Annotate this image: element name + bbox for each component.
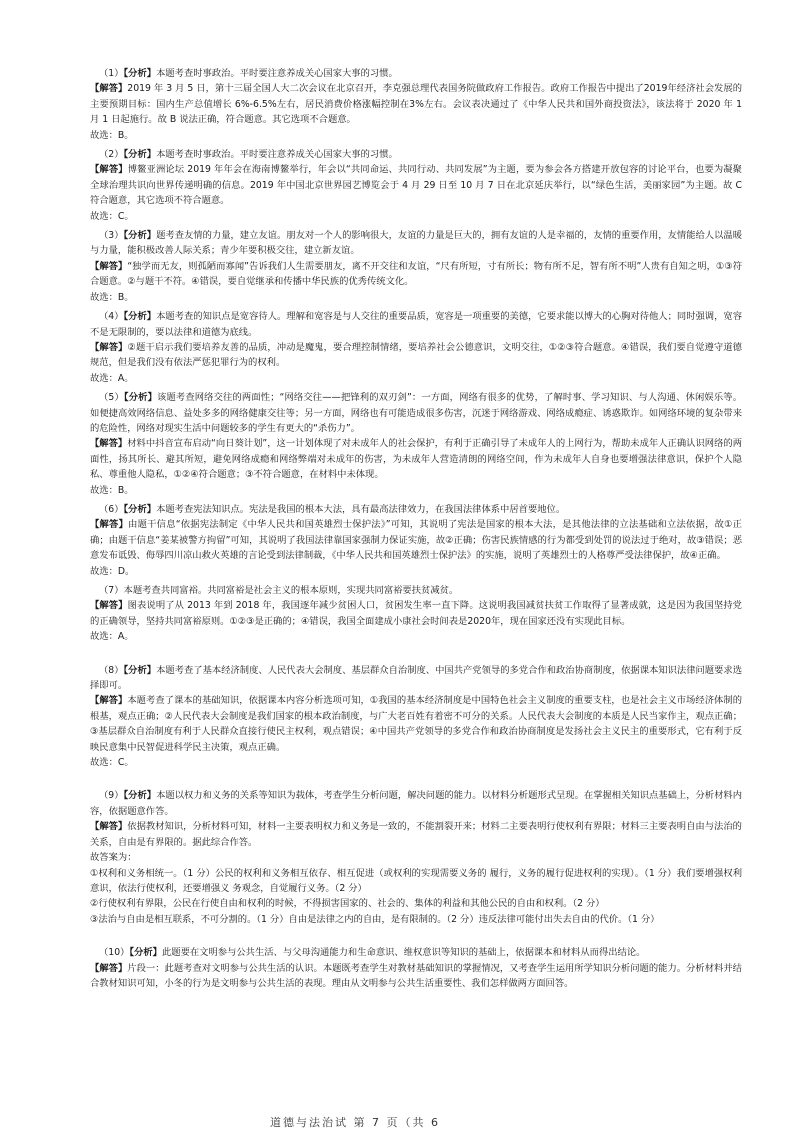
- paragraph-text: “独学而无友，则孤陋而寡闻”告诉我们人生需要朋友，离不开交往和友谊，“尺有所短，寸有所长；物有所不足，智有所不明”人贵有自知之明，①③符合题意。②与题干不符。④错误，要自觉继承和传播中华民族的优秀传统文化。: [90, 260, 742, 288]
- section-tag: 【解答】: [90, 695, 128, 707]
- answer-paragraph: [90, 961, 742, 992]
- paragraph-text: ②行使权利有界限，公民在行使自由和权利的时候，不得损害国家的、社会的、集体的利益和其他公民的自由和权利。（2 分）: [90, 898, 605, 910]
- answer-paragraph: [90, 912, 742, 927]
- paragraph-text: 本题考查时事政治。平时要注意养成关心国家大事的习惯。: [156, 149, 398, 161]
- answer-paragraph: [90, 81, 742, 127]
- section-tag: 【分析】: [123, 311, 157, 323]
- paragraph-text: ②题干启示我们要培养友善的品质，冲动是魔鬼，要合理控制情绪，要培养社会公德意识，文明交往，①②③符合题意。④错误，我们要自觉遵守道德规范，但是我们没有依法严惩犯罪行为的权利。: [90, 341, 742, 369]
- question-number: （7）: [99, 585, 124, 596]
- section-tag: 【解答】: [90, 519, 129, 531]
- paragraph-text: 此题要在文明参与公共生活、与父母沟通能力和生命意识、维权意识等知识的基础上，依据课本和材料从而得出结论。: [161, 947, 646, 959]
- paragraph-text: 博鳌亚洲论坛 2019 年年会在海南博鳌举行，年会以“共同命运、共同行动、共同发展”为主题，要为参会各方搭建开放包容的讨论平台，也要为凝聚全球治理共识向世界传递明确的信息。2019 年中国北京世界园艺博览会于 4 月 29 日至 10 月 7 日在北京延庆举行，以“绿色生活，美丽家园”为主题。故 C 符合题意，其它选项不符合题意。: [90, 164, 742, 207]
- section-tag: 【分析】: [123, 68, 157, 79]
- question-block: [90, 788, 742, 927]
- paragraph-text: ①权利和义务相统一。（1 分）公民的权利和义务相互依存、相互促进（或权利的实现需要义务的 履行，义务的履行促进权利的实现）。（1 分）我们要增强权利意识，依法行使权利，还要增强义 务观念，自觉履行义务。（2 分）: [90, 867, 742, 894]
- answer-paragraph: [90, 896, 742, 911]
- paragraph-text: 依据教材知识，分析材料可知，材料一主要表明权力和义务是一致的，不能割裂开来；材料二主要表明行使权利有界限；材料三主要表明自由与法治的关系，自由是有界限的。据此综合作答。: [90, 821, 742, 848]
- answer-paragraph: [90, 517, 742, 563]
- section-tag: 【解答】: [90, 83, 128, 95]
- answer-paragraph: [90, 209, 742, 224]
- answer-paragraph: [90, 788, 742, 819]
- question-number: （4）: [99, 311, 124, 323]
- answer-paragraph: [90, 866, 742, 897]
- answer-paragraph: [90, 290, 742, 305]
- paragraph-text: 题考查友情的力量，建立友谊。朋友对一个人的影响很大，友谊的力量是巨大的，拥有友谊的人是幸福的，友情的重要作用，友情能给人以温暖与力量，能积极改善人际关系；青少年要积极交往，建立新友谊。: [90, 230, 742, 257]
- section-tag: 【解答】: [90, 164, 128, 176]
- paragraph-text: 故答案为：: [90, 852, 137, 864]
- answer-paragraph: [90, 483, 742, 498]
- section-tag: 【解答】: [90, 260, 128, 272]
- paragraph-text: 故选：D。: [90, 565, 135, 577]
- paragraph-text: 该题考查网络交往的两面性；“网络交往——把锋利的双刃剑”：一方面，网络有很多的优势，了解时事、学习知识、与人沟通、休闲娱乐等。如便捷高效网络信息、益处多多的网络健康交往等；另一方面，网络也有可能造成很多伤害，沉迷于网络游戏、网络成瘾症、诱惑欺诈。如网络环境的复杂带来的危险性，网络对现实生活中问题较多的学生有更大的“杀伤力”。: [90, 392, 742, 434]
- answer-paragraph: [90, 598, 742, 629]
- question-block: [90, 309, 742, 386]
- answer-paragraph: [90, 390, 742, 436]
- answer-paragraph: [90, 228, 742, 259]
- section-tag: 【分析】: [123, 790, 157, 802]
- question-block: [90, 945, 742, 991]
- answer-paragraph: [90, 436, 742, 482]
- answer-paragraph: [90, 162, 742, 208]
- paragraph-text: 本题考查宪法知识点。宪法是我国的根本大法，具有最高法律效力，在我国法律体系中居首要地位。: [156, 503, 566, 515]
- section-tag: 【解答】: [90, 821, 128, 833]
- paragraph-text: 故选：C。: [90, 757, 134, 769]
- paragraph-text: 本题考查时事政治。平时要注意养成关心国家大事的习惯。: [156, 68, 398, 79]
- paragraph-text: 故选：B。: [90, 291, 134, 303]
- section-tag: 【分析】: [129, 947, 162, 959]
- paragraph-text: 图表说明了从 2013 年到 2018 年，我国逐年减少贫困人口，贫困发生率一直下降。这说明我国减贫扶贫工作取得了显著成就，这是因为我国坚持党的正确领导，坚持共同富裕原则。①②③是正确的；④错误，我国全面建成小康社会时间表是2020年，现在国家还没有实现此目标。: [90, 600, 742, 627]
- paragraph-text: 故选：B。: [90, 484, 134, 496]
- answer-paragraph: [90, 309, 742, 340]
- question-block: [90, 147, 742, 224]
- answer-paragraph: [90, 502, 742, 517]
- question-number: （6）: [99, 503, 124, 515]
- answer-paragraph: [90, 819, 742, 850]
- paragraph-text: 本题考查了基本经济制度、人民代表大会制度、基层群众自治制度、中国共产党领导的多党合作和政治协商制度，依据课本知识法律问题要求选择即可。: [90, 664, 742, 692]
- paragraph-text: 本题以权力和义务的关系等知识为载体，考查学生分析问题，解决问题的能力。以材料分析题形式呈现。在掌握相关知识点基础上，分析材料内容，依据题意作答。: [90, 790, 742, 817]
- question-block: [90, 583, 742, 645]
- paragraph-text: 本题考查的知识点是宽容待人。理解和宽容是与人交往的重要品质，宽容是一项重要的美德，它要求能以博大的心胸对待他人；同时强调，宽容不是无限制的，要以法律和道德为底线。: [90, 311, 742, 338]
- question-number: （5）: [99, 392, 124, 404]
- paragraph-text: 故选：B。: [90, 129, 134, 141]
- section-tag: 【分析】: [123, 149, 157, 161]
- paragraph-text: ③法治与自由是相互联系，不可分割的。（1 分）自由是法律之内的自由，是有限制的。（2 分）违反法律可能付出失去自由的代价。（1 分）: [90, 913, 660, 925]
- paragraph-text: 片段一：此题考查对文明参与公共生活的认识。本题既考查学生对教材基础知识的掌握情况，又考查学生运用所学知识分析问题的能力。分析材料并结合教材知识可知，小冬的行为是文明参与公共生活的表现。理由从文明参与公共生活重要性、我们怎样做两方面回答。: [90, 962, 742, 989]
- answer-paragraph: [90, 147, 742, 162]
- answer-paragraph: [90, 663, 742, 694]
- page-footer: 道德与法治试 第 7 页（共 6: [270, 1116, 440, 1129]
- answer-paragraph: [90, 755, 742, 770]
- question-number: （9）: [99, 790, 124, 802]
- answer-paragraph: [90, 850, 742, 865]
- paragraph-text: 故选：A。: [90, 372, 134, 384]
- paragraph-text: 本题考查了课本的基础知识，依据课本内容分析选项可知，①我国的基本经济制度是中国特色社会主义制度的重要支柱，也是社会主义市场经济体制的根基，观点正确；②人民代表大会制度是我们国家的根本政治制度，与广大老百姓有着密不可分的关系。人民代表大会制度的本质是人民当家作主，观点正确；③基层群众自治制度有利于人民群众直接行使民主权利，观点错误；④中国共产党领导的多党合作和政治协商制度是发扬社会主义民主的重要形式，它有利于反映民意集中民智促进科学民主决策，观点正确。: [90, 695, 742, 753]
- answer-paragraph: [90, 340, 742, 371]
- section-tag: 【解答】: [90, 341, 128, 353]
- paragraph-text: 2019 年 3 月 5 日，第十三届全国人大二次会议在北京召开，李克强总理代表国务院做政府工作报告。政府工作报告中提出了2019年经济社会发展的主要预期目标：国内生产总值增长 6%-6.5%左右，居民消费价格涨幅控制在3%左右。会议表决通过了《中华人民共和国外商投资法》，该法将于 2020 年 1 月 1 日起施行。故 B 说法正确，符合题意。其它选项不合题意。: [90, 83, 742, 126]
- question-block: [90, 66, 742, 143]
- question-block: [90, 390, 742, 498]
- paragraph-text: 材料中抖音宣布启动“向日葵计划”，这一计划体现了对未成年人的社会保护，有利于正确引导了未成年人的上网行为，帮助未成年人正确认识网络的两面性，扬其所长、避其所短，避免网络成瘾和网络弊端对未成年的伤害，为未成年人营造清朗的网络空间，作为未成年人自身也要增强法律意识，保护个人隐私、尊重他人隐私，①②④符合题意；③不符合题意，在材料中未体现。: [90, 438, 742, 481]
- answer-paragraph: [90, 128, 742, 143]
- question-number: （2）: [99, 149, 124, 161]
- answer-paragraph: [90, 259, 742, 290]
- question-block: [90, 502, 742, 579]
- section-tag: 【分析】: [123, 392, 158, 404]
- section-tag: 【分析】: [123, 230, 157, 242]
- answer-paragraph: [90, 371, 742, 386]
- answer-paragraph: [90, 945, 742, 960]
- section-tag: 【解答】: [90, 438, 128, 450]
- answer-paragraph: [90, 583, 742, 598]
- document-page: [90, 66, 742, 995]
- question-number: （10）: [99, 947, 130, 959]
- section-tag: 【分析】: [123, 664, 157, 676]
- question-block: [90, 228, 742, 305]
- paragraph-text: 本题考查共同富裕。共同富裕是社会主义的根本原则，实现共同富裕要扶贫减贫。: [123, 585, 459, 596]
- section-tag: 【解答】: [90, 600, 128, 612]
- answer-paragraph: [90, 66, 742, 81]
- question-number: （3）: [99, 230, 124, 242]
- section-tag: 【分析】: [123, 503, 157, 515]
- paragraph-text: 故选：A。: [90, 631, 134, 643]
- question-number: （1）: [99, 68, 124, 79]
- question-number: （8）: [99, 664, 124, 676]
- answer-paragraph: [90, 564, 742, 579]
- answer-paragraph: [90, 629, 742, 644]
- paragraph-text: 故选：C。: [90, 210, 134, 222]
- section-tag: 【解答】: [90, 962, 128, 974]
- answer-paragraph: [90, 693, 742, 755]
- question-block: [90, 663, 742, 771]
- paragraph-text: 由题干信息“依据宪法制定《中华人民共和国英雄烈士保护法》”可知，其说明了宪法是国家的根本大法，是其他法律的立法基础和立法依据，故①正确；由题干信息“姜某被警方拘留”可知，其说明了我国法律靠国家强制力保证实施，故②正确；伤害民族情感的行为都受到处罚的说法过于绝对，故③错误；恶意发布诋毁、侮辱四川凉山救火英雄的言论受到法律制裁，《中华人民共和国英雄烈士保护法》的实施，说明了英雄烈士的人格尊严受法律保护，故④正确。: [90, 519, 742, 562]
